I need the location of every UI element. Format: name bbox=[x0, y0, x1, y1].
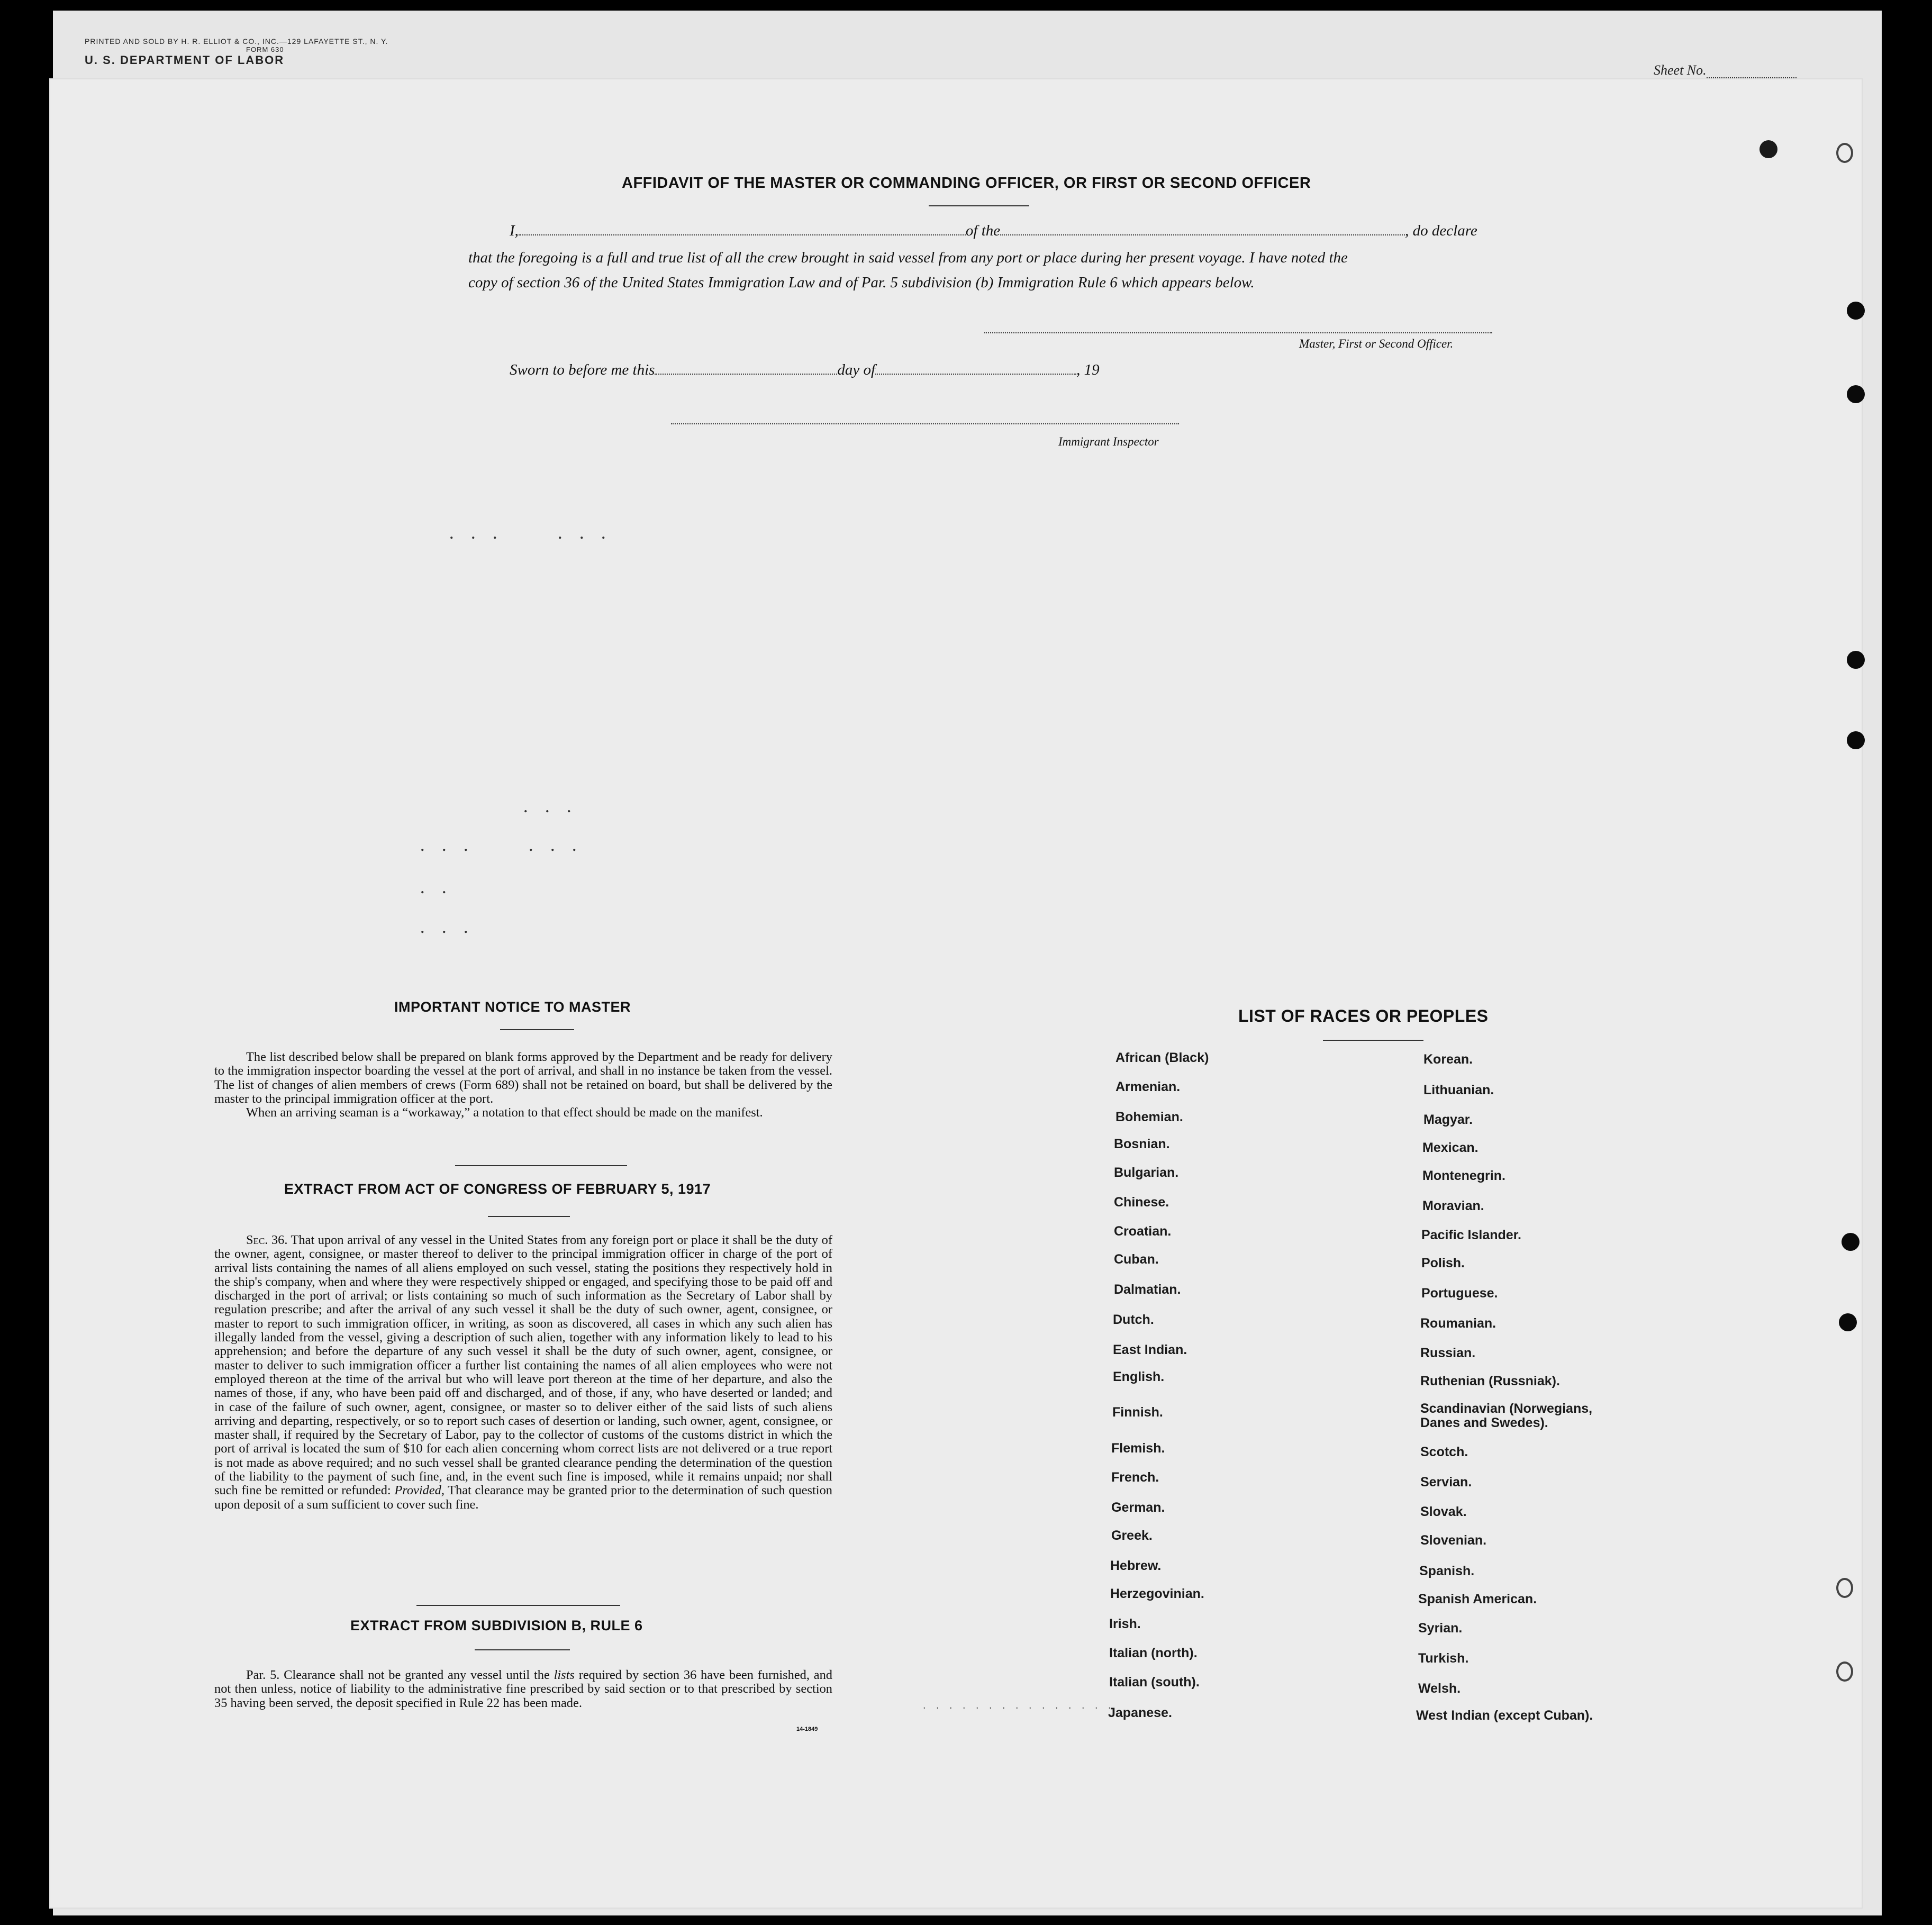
notice-title: IMPORTANT NOTICE TO MASTER bbox=[394, 999, 631, 1015]
decorative-dots: . . bbox=[421, 881, 453, 896]
race-item: Spanish. bbox=[1419, 1564, 1475, 1578]
sworn-month-field[interactable] bbox=[875, 374, 1076, 375]
race-item: Korean. bbox=[1423, 1052, 1473, 1067]
declarant-name-field[interactable] bbox=[519, 234, 966, 235]
race-item: African (Black) bbox=[1115, 1050, 1209, 1065]
divider bbox=[1323, 1040, 1423, 1041]
sworn-day-field[interactable] bbox=[655, 374, 837, 375]
sheet-number-label: Sheet No. bbox=[1654, 62, 1707, 78]
race-item: Cuban. bbox=[1114, 1252, 1159, 1267]
affidavit-statement-line: copy of section 36 of the United States Immigration Law and of Par. 5 subdivision (b) Immigration Rule 6 which appears below. bbox=[468, 274, 1255, 291]
declare-suffix: , do declare bbox=[1405, 222, 1477, 239]
race-item: Welsh. bbox=[1418, 1681, 1461, 1696]
sheet-number-blank bbox=[1707, 77, 1797, 78]
divider bbox=[416, 1605, 620, 1606]
race-item: Turkish. bbox=[1418, 1651, 1469, 1666]
decorative-dots: . . . bbox=[524, 800, 578, 815]
race-item: Polish. bbox=[1421, 1256, 1465, 1270]
race-item: Syrian. bbox=[1418, 1621, 1463, 1636]
race-item: West Indian (except Cuban). bbox=[1416, 1708, 1593, 1723]
master-signature-label: Master, First or Second Officer. bbox=[1299, 337, 1454, 350]
race-item: Flemish. bbox=[1111, 1441, 1165, 1456]
act-text-end: That clearance may be granted prior to the determination of such question upon deposit of a sum sufficient to cover such fine. bbox=[214, 1483, 832, 1512]
rule-text-b: required by section 36 have been furnished, and not then unless, notice of liability to the administrative fine prescribed by said section or to that prescribed by section 35 having been served, the deposit specified in Rule 22 has been made. bbox=[214, 1668, 832, 1710]
race-item: Lithuanian. bbox=[1423, 1083, 1494, 1097]
divider bbox=[455, 1165, 627, 1166]
race-item: Montenegrin. bbox=[1422, 1168, 1505, 1183]
race-item: Slovenian. bbox=[1420, 1533, 1487, 1548]
lists-word: lists bbox=[554, 1668, 575, 1682]
race-item: Croatian. bbox=[1114, 1224, 1172, 1239]
notice-paragraph: The list described below shall be prepared on blank forms approved by the Department and be ready for delivery to the immigration inspector boarding the vessel at the port of arrival, and shall in no instance be taken from the vessel. The list of changes of alien members of crews (Form 689) shall not be retained on board, but shall be delivered by the master to the principal immigration officer at the port. bbox=[214, 1050, 832, 1106]
race-item: German. bbox=[1111, 1500, 1165, 1515]
declarant-prefix: I, bbox=[510, 222, 519, 239]
race-item: Moravian. bbox=[1422, 1198, 1484, 1213]
race-item: Scandinavian (Norwegians, Danes and Swedes). bbox=[1420, 1401, 1593, 1430]
races-title: LIST OF RACES OR PEOPLES bbox=[1238, 1006, 1489, 1025]
race-item: Greek. bbox=[1111, 1528, 1153, 1543]
race-item: Herzegovinian. bbox=[1110, 1586, 1204, 1601]
notice-body bbox=[214, 1050, 832, 1120]
back-sheet-header bbox=[85, 37, 388, 67]
race-item: French. bbox=[1111, 1470, 1159, 1485]
punch-hole bbox=[1836, 143, 1853, 163]
race-item: Russian. bbox=[1420, 1346, 1476, 1360]
sworn-year: , 19 bbox=[1076, 361, 1100, 378]
race-item: East Indian. bbox=[1113, 1342, 1187, 1357]
race-item: Italian (south). bbox=[1109, 1675, 1200, 1690]
act-extract-title: EXTRACT FROM ACT OF CONGRESS OF FEBRUARY 5, 1917 bbox=[284, 1181, 711, 1197]
race-item: Mexican. bbox=[1422, 1140, 1479, 1155]
race-item: Slovak. bbox=[1420, 1504, 1467, 1519]
provided-word: Provided, bbox=[394, 1483, 445, 1498]
sheet-number-field bbox=[1654, 62, 1797, 78]
affidavit-statement-line: that the foregoing is a full and true list of all the crew brought in said vessel from any port or place during her present voyage. I have noted the bbox=[468, 249, 1348, 266]
punch-hole bbox=[1842, 1233, 1860, 1251]
race-item: Spanish American. bbox=[1418, 1592, 1537, 1606]
inspector-signature-field[interactable] bbox=[671, 423, 1179, 424]
leader-dots: . . . . . . . . . . . . . . . bbox=[923, 1703, 1115, 1711]
notice-paragraph: When an arriving seaman is a “workaway,” a notation to that effect should be made on the manifest. bbox=[246, 1105, 763, 1120]
decorative-dots: . . . bbox=[421, 921, 475, 936]
form-number: FORM 630 bbox=[246, 46, 284, 53]
race-item: Finnish. bbox=[1112, 1405, 1163, 1420]
day-of-label: day of bbox=[837, 361, 876, 378]
race-item: Chinese. bbox=[1114, 1195, 1169, 1210]
race-item: Bosnian. bbox=[1114, 1137, 1170, 1151]
race-item: Bohemian. bbox=[1115, 1110, 1183, 1124]
punch-hole bbox=[1847, 302, 1865, 320]
race-item: Italian (north). bbox=[1109, 1646, 1198, 1660]
print-code: 14-1849 bbox=[796, 1726, 818, 1732]
race-item: Roumanian. bbox=[1420, 1316, 1496, 1331]
act-text: That upon arrival of any vessel in the United States from any foreign port or place it shall be the duty of the owner, agent, consignee, or master thereof to deliver to the principal immigration officer in charge of the port of arrival lists containing the names of all aliens employed on such vessel, stating the positions they respectively hold in the ship's company, when and where they were respectively shipped or engaged, and specifying those to be paid off and discharged in the port of arrival; or lists containing so much of such information as the Secretary of Labor shall by regulation prescribe; and after the arrival of any such vessel it shall be the duty of such owner, agent, consignee, or master to report to such immigration officer, in writing, as soon as discovered, all cases in which any such alien has illegally landed from the vessel, giving a description of such alien, together with any information likely to lead to his apprehension; and before the departure of any such vessel it shall be the duty of such owner, agent, consignee, or master to deliver to such immigration officer a further list containing the names of all alien employees who were not employed thereon at the time of the arrival but who will leave port thereon at the time of her departure, and also the names of those, if any, who have been paid off and discharged, and of those, if any, who have deserted or landed; and in case of the failure of such owner, agent, consignee, or master so to deliver either of the said lists of such aliens arriving and departing, respectively, or so to report such cases of desertion or landing, such owner, agent, consignee, or master shall, if required by the Secretary of Labor, pay to the collector of customs of the customs district in which the port of arrival is located the sum of $10 for each alien concerning whom correct lists are not delivered or a true report is not made as above required; and no such vessel shall be granted clearance pending the determination of the question of the liability to the payment of such fine, and, in the event such fine is imposed, while it remains unpaid; nor shall such fine be remitted or refunded: bbox=[214, 1233, 833, 1498]
race-item: Armenian. bbox=[1115, 1079, 1181, 1094]
act-extract-body bbox=[214, 1233, 832, 1512]
race-item: Japanese. bbox=[1108, 1705, 1172, 1720]
department-label: U. S. DEPARTMENT OF LABOR bbox=[85, 53, 285, 67]
divider bbox=[475, 1649, 570, 1650]
race-item: Magyar. bbox=[1423, 1112, 1473, 1127]
rule-text-a: Par. 5. Clearance shall not be granted any vessel until the bbox=[246, 1668, 550, 1682]
race-item: Bulgarian. bbox=[1114, 1165, 1179, 1180]
inspector-label: Immigrant Inspector bbox=[1058, 435, 1159, 448]
section-label: Sec. 36. bbox=[246, 1233, 288, 1247]
decorative-dots: . . . . . . bbox=[450, 526, 613, 542]
punch-hole bbox=[1836, 1661, 1853, 1682]
race-item: Scotch. bbox=[1420, 1445, 1468, 1459]
punch-hole bbox=[1847, 651, 1865, 669]
vessel-of-label: of the bbox=[965, 222, 1001, 239]
master-signature-field[interactable] bbox=[984, 332, 1492, 333]
divider bbox=[488, 1216, 570, 1217]
race-item: Pacific Islander. bbox=[1421, 1228, 1521, 1242]
punch-hole bbox=[1759, 140, 1777, 158]
race-item: Dalmatian. bbox=[1114, 1282, 1181, 1297]
sworn-prefix: Sworn to before me this bbox=[510, 361, 655, 378]
race-item: Portuguese. bbox=[1421, 1286, 1498, 1301]
declarant-line bbox=[510, 223, 1477, 239]
divider bbox=[929, 205, 1029, 206]
vessel-name-field[interactable] bbox=[1000, 234, 1405, 235]
punch-hole bbox=[1847, 385, 1865, 403]
affidavit-title: AFFIDAVIT OF THE MASTER OR COMMANDING OFFICER, OR FIRST OR SECOND OFFICER bbox=[622, 175, 1311, 192]
divider bbox=[500, 1029, 574, 1030]
rule-extract-title: EXTRACT FROM SUBDIVISION B, RULE 6 bbox=[350, 1618, 643, 1633]
rule-extract-body bbox=[214, 1668, 832, 1710]
race-item: Ruthenian (Russniak). bbox=[1420, 1374, 1560, 1388]
printer-line: PRINTED AND SOLD BY H. R. ELLIOT & CO., INC.—129 LAFAYETTE ST., N. Y. bbox=[85, 37, 388, 46]
front-sheet bbox=[50, 79, 1862, 1908]
race-item: Servian. bbox=[1420, 1475, 1472, 1490]
punch-hole bbox=[1847, 731, 1865, 749]
decorative-dots: . . . . . . bbox=[421, 839, 584, 854]
punch-hole bbox=[1839, 1313, 1857, 1331]
race-item: Irish. bbox=[1109, 1617, 1141, 1631]
race-item: English. bbox=[1113, 1369, 1165, 1384]
sworn-line bbox=[510, 362, 1100, 378]
race-item: Hebrew. bbox=[1110, 1558, 1162, 1573]
punch-hole bbox=[1836, 1578, 1853, 1598]
race-item: Dutch. bbox=[1113, 1312, 1154, 1327]
